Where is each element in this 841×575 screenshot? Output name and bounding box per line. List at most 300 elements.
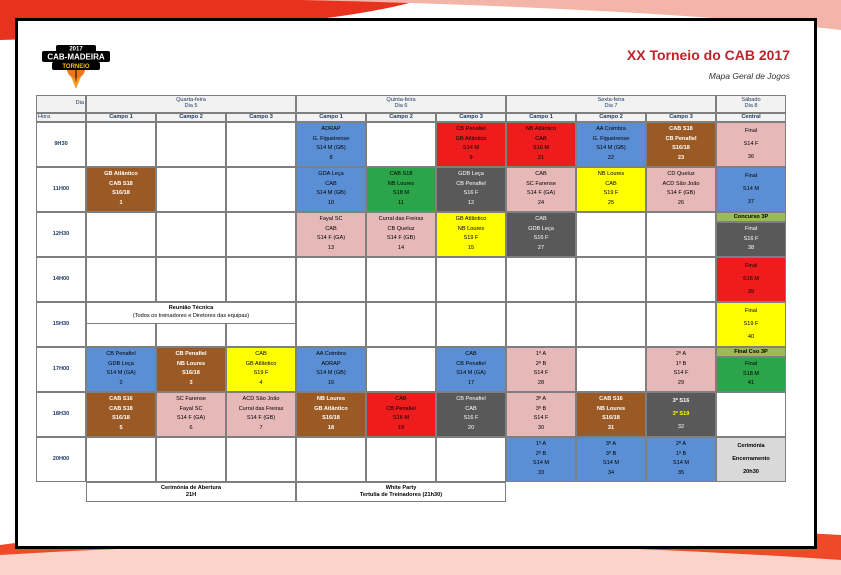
game-card-line: 2º B	[535, 360, 547, 367]
game-card-line: 1º A	[535, 440, 547, 447]
game-card-line: CAB S16	[109, 395, 133, 402]
game-card-line: CB Penafiel	[456, 395, 486, 402]
game-card-line: ACD São João	[662, 180, 700, 187]
empty-slot	[436, 437, 506, 482]
game-card-line: S16/18	[112, 190, 130, 197]
white-party-line: White Party	[385, 484, 417, 491]
final-cso-3p-line: Final Cso 3P	[734, 349, 768, 355]
game-card	[436, 392, 506, 437]
svg-text:2017: 2017	[69, 46, 83, 53]
game-card-line: GB Atlântico	[245, 360, 277, 367]
game-card	[86, 392, 156, 437]
game-card-line: 16	[327, 380, 335, 387]
game-card-line: 35	[677, 470, 685, 477]
page-title: XX Torneio do CAB 2017	[626, 47, 790, 63]
game-card-line: NB Loures	[457, 225, 485, 232]
game-card-line: SC Farense	[176, 395, 206, 402]
day-header-line: Dia 7	[604, 103, 618, 109]
game-card-line: SC Farense	[526, 180, 556, 187]
final-s16f-line: S16 F	[743, 235, 759, 242]
empty-slot	[506, 257, 576, 302]
game-card-line: S14 M (GB)	[596, 145, 626, 152]
game-card	[366, 212, 436, 257]
day-header-line: Quarta-feira	[176, 97, 206, 104]
game-card	[156, 392, 226, 437]
day-header	[296, 95, 506, 113]
empty-slot	[296, 437, 366, 482]
game-card-line: S14 M (GA)	[106, 370, 136, 377]
empty-slot	[226, 122, 296, 167]
game-card	[436, 212, 506, 257]
final-s18m-line: S18 M	[742, 370, 760, 377]
game-card-line: 23	[677, 155, 685, 162]
game-card-line: 2º B	[535, 450, 547, 457]
corner-day	[36, 95, 86, 113]
field-header-line: Central	[741, 113, 761, 120]
day-header-line: Dia 6	[394, 103, 408, 109]
game-card-line: 2	[119, 380, 123, 387]
game-card-line: S14 F	[533, 415, 549, 422]
empty-slot	[156, 212, 226, 257]
game-card-line: CAB S16	[599, 395, 623, 402]
game-card-line: S14 M	[672, 460, 690, 467]
final-cso-3p	[716, 347, 786, 357]
game-card	[646, 437, 716, 482]
game-card-line: 1º A	[535, 350, 547, 357]
empty-slot	[506, 302, 576, 347]
field-header-line: Campo 2	[179, 113, 203, 120]
game-card	[646, 167, 716, 212]
game-card-line: S16/18	[602, 415, 620, 422]
game-card-line: 28	[537, 380, 545, 387]
game-card	[86, 347, 156, 392]
game-card	[296, 392, 366, 437]
day-header-line: Sexta-feira	[597, 97, 625, 104]
day-header-line: Dia 8	[744, 103, 758, 109]
game-card-line: NB Loures	[387, 180, 415, 187]
game-card-line: S16 F	[533, 235, 549, 242]
field-header	[716, 113, 786, 122]
game-card	[156, 347, 226, 392]
field-header	[436, 113, 506, 122]
field-header	[226, 113, 296, 122]
cerimonia-encerramento-line: 20h30	[743, 468, 759, 475]
game-card-line: 39	[747, 288, 755, 295]
game-card-line: 24	[537, 200, 545, 207]
empty-slot	[366, 257, 436, 302]
game-card-line: 11	[398, 200, 404, 207]
game-card-line: NB Loures	[596, 405, 626, 412]
empty-slot	[86, 212, 156, 257]
game-card	[716, 167, 786, 212]
game-card	[506, 392, 576, 437]
game-card-line: 5	[119, 425, 123, 432]
game-card-line: CAB	[465, 405, 477, 412]
field-header-line: Campo 1	[109, 113, 133, 120]
cab-madeira-logo	[38, 39, 114, 97]
time-slot-line: 18H30	[52, 410, 70, 417]
game-card-line: 25	[607, 200, 615, 207]
reuniao-subtitle: (Todos os treinadores e Diretores das equipas)	[132, 313, 250, 320]
day-header	[86, 95, 296, 113]
game-card-line: ACD São João	[242, 395, 280, 402]
game-card-line: CB Penafiel	[456, 360, 486, 367]
field-header-line: Campo 1	[529, 113, 553, 120]
field-header	[646, 113, 716, 122]
game-card-line: S14 F (GA)	[316, 235, 346, 242]
time-slot-line: 11H00	[52, 185, 70, 192]
game-card-line: CB Penafiel	[456, 180, 486, 187]
cerimonia-encerramento-line: Encerramento	[732, 455, 770, 462]
time-slot	[36, 302, 86, 347]
game-card-line: CAB S18	[389, 170, 413, 177]
page-subtitle: Mapa Geral de Jogos	[708, 71, 790, 81]
concurso-3p-line: Concurso 3P	[733, 214, 769, 220]
empty-slot	[86, 257, 156, 302]
game-card-line: S14 F (GB)	[666, 190, 696, 197]
empty-slot	[366, 302, 436, 347]
field-header	[506, 113, 576, 122]
game-card-line: 13	[327, 245, 335, 252]
game-card-line: 10	[327, 200, 335, 207]
game-card-line: Final	[744, 307, 758, 314]
day-header-line: Sábado	[741, 97, 761, 104]
game-card-line: GDB Leça	[528, 225, 554, 232]
empty-slot	[646, 212, 716, 257]
game-card-line: CAB	[395, 395, 407, 402]
time-slot-line: 15H30	[52, 320, 70, 327]
game-card	[436, 122, 506, 167]
game-card-line: GB Atlântico	[314, 405, 348, 412]
game-card-line: GB Atlântico	[455, 215, 487, 222]
game-card-line: GDB Leça	[108, 360, 134, 367]
game-card-line: CAB	[535, 170, 547, 177]
game-card-line: CAB S18	[109, 405, 133, 412]
game-card-line: 37	[747, 198, 755, 205]
final-s16f-line: 38	[747, 245, 755, 252]
game-card-line: 17	[467, 380, 475, 387]
empty-slot	[646, 302, 716, 347]
field-header	[576, 113, 646, 122]
empty-slot	[576, 257, 646, 302]
game-card-line: 21	[537, 155, 545, 162]
svg-text:CAB-MADEIRA: CAB-MADEIRA	[47, 52, 105, 62]
game-card-line: 18	[327, 425, 335, 432]
concurso-3p	[716, 212, 786, 222]
game-card-line: 4	[259, 380, 263, 387]
day-header	[506, 95, 716, 113]
white-party	[296, 482, 506, 502]
game-card	[576, 167, 646, 212]
game-card	[576, 392, 646, 437]
game-card-line: 22	[607, 155, 615, 162]
game-card-line: 15	[467, 245, 475, 252]
game-card-line: 36	[747, 153, 755, 160]
corner-hour-line: Hora	[38, 113, 51, 120]
game-card-line: S16/18	[672, 145, 690, 152]
game-card-line: 3º S19	[672, 410, 690, 417]
game-card-line: ADRAP	[321, 125, 341, 132]
time-slot-line: 12H30	[52, 230, 70, 237]
game-card-line: 33	[537, 470, 545, 477]
game-card-line: NB Loures	[597, 170, 625, 177]
game-card-line: 9	[469, 155, 473, 162]
game-card-line: S19 F	[743, 320, 759, 327]
empty-slot	[156, 167, 226, 212]
empty-slot	[576, 347, 646, 392]
field-header	[156, 113, 226, 122]
game-card-line: 3º B	[605, 450, 617, 457]
game-card-line: 1	[119, 200, 123, 207]
game-card-line: 1º B	[675, 450, 687, 457]
cerimonia-abertura	[86, 482, 296, 502]
game-card-line: 12	[467, 200, 475, 207]
cerimonia-abertura-line: 21H	[185, 491, 197, 498]
game-card-line: S14 M (GA)	[456, 370, 486, 377]
game-card-line: 26	[677, 200, 685, 207]
game-card-line: GB Atlântico	[455, 135, 487, 142]
svg-text:TORNEIO: TORNEIO	[62, 64, 90, 70]
game-card	[296, 167, 366, 212]
game-card-line: CB Penafiel	[386, 405, 416, 412]
game-card-line: S14 F (GB)	[246, 415, 276, 422]
reuniao-tecnica	[86, 302, 296, 324]
game-card-line: S14 F	[533, 370, 549, 377]
game-card-line: GB Atlântico	[104, 170, 138, 177]
game-card	[296, 347, 366, 392]
cerimonia-encerramento	[716, 437, 786, 482]
game-card-line: S14 M	[462, 145, 480, 152]
reuniao-title: Reunião Técnica	[168, 305, 214, 312]
game-card-line: GDB Leça	[458, 170, 484, 177]
game-card	[506, 347, 576, 392]
field-header	[366, 113, 436, 122]
cerimonia-encerramento-line: Cerimónia	[737, 442, 765, 449]
final-s18m-line: Final	[744, 360, 758, 367]
game-card-line: 29	[677, 380, 685, 387]
game-card-line: CAB	[325, 225, 337, 232]
game-card	[226, 392, 296, 437]
empty-slot	[716, 392, 786, 437]
game-card-line: S16 M	[532, 145, 550, 152]
empty-slot	[366, 437, 436, 482]
corner-hour	[36, 113, 86, 122]
game-card-line: Final	[744, 262, 758, 269]
time-slot-line: 14H00	[52, 275, 70, 282]
game-card-line: Fayal SC	[319, 215, 343, 222]
game-card-line: 34	[607, 470, 615, 477]
empty-slot	[436, 302, 506, 347]
time-slot-line: 9H30	[54, 140, 68, 147]
game-card-line: CAB S18	[109, 180, 133, 187]
empty-slot	[156, 437, 226, 482]
time-slot	[36, 257, 86, 302]
time-slot	[36, 347, 86, 392]
game-card-line: CAB	[255, 350, 267, 357]
field-header-line: Campo 1	[319, 113, 343, 120]
empty-slot	[576, 302, 646, 347]
empty-slot	[226, 212, 296, 257]
time-slot-line: 17H00	[52, 365, 70, 372]
game-card	[366, 392, 436, 437]
game-card-line: 19	[397, 425, 405, 432]
game-card-line: 2º A	[675, 350, 687, 357]
game-card-line: 3º S16	[672, 397, 690, 404]
game-card-line: NB Loures	[316, 395, 346, 402]
game-card	[506, 122, 576, 167]
white-party-line: Tertulia de Treinadores (21h30)	[359, 491, 443, 498]
game-card-line: G. Figueirense	[312, 135, 350, 142]
game-card-line: AA Coimbra	[316, 350, 346, 357]
corner-day-line: Dia	[75, 100, 84, 107]
game-card-line: G. Figueirense	[592, 135, 630, 142]
game-card-line: S18 M	[392, 190, 410, 197]
game-card-line: 20	[467, 425, 475, 432]
game-card	[226, 347, 296, 392]
time-slot-line: 20H00	[52, 455, 70, 462]
empty-slot	[226, 167, 296, 212]
game-card-line: S14 F	[743, 140, 759, 147]
game-card-line: S14 M (GB)	[316, 145, 346, 152]
game-card-line: S16/18	[112, 415, 130, 422]
game-card	[646, 347, 716, 392]
game-card-line: 2º A	[675, 440, 687, 447]
game-card-line: CAB S18	[669, 125, 693, 132]
day-header-line: Quinta-feira	[386, 97, 416, 104]
game-card	[716, 257, 786, 302]
final-s16f-line: Final	[744, 225, 758, 232]
game-card-line: Final	[744, 172, 758, 179]
game-card	[86, 167, 156, 212]
final-s16f	[716, 222, 786, 257]
game-card-line: NB Atlântico	[525, 125, 557, 132]
field-header	[296, 113, 366, 122]
game-card-line: S16 M	[392, 415, 410, 422]
game-card-line: 30	[537, 425, 545, 432]
game-card-line: CAB	[535, 135, 547, 142]
game-card-line: CB Penafiel	[456, 125, 486, 132]
game-card-line: 6	[189, 425, 193, 432]
game-card-line: S19 F	[603, 190, 619, 197]
game-card-line: GDA Leça	[318, 170, 344, 177]
time-slot	[36, 167, 86, 212]
empty-slot	[226, 257, 296, 302]
game-card	[646, 392, 716, 437]
game-card-line: ADRAP	[321, 360, 341, 367]
day-header-line: Dia 5	[184, 103, 198, 109]
game-card	[506, 167, 576, 212]
empty-slot	[366, 122, 436, 167]
game-card-line: S14 M	[602, 460, 620, 467]
schedule-sheet	[15, 18, 817, 549]
game-card-line: S14 M	[532, 460, 550, 467]
empty-slot	[576, 212, 646, 257]
game-card-line: S19 F	[253, 370, 269, 377]
game-card-line: CAB	[325, 180, 337, 187]
game-card-line: S16 F	[463, 190, 479, 197]
field-header-line: Campo 3	[459, 113, 483, 120]
empty-slot	[296, 302, 366, 347]
game-card-line: S14 M (GB)	[316, 370, 346, 377]
empty-slot	[226, 437, 296, 482]
field-header	[86, 113, 156, 122]
game-card	[646, 122, 716, 167]
game-card-line: S14 F (GA)	[526, 190, 556, 197]
empty-slot	[296, 257, 366, 302]
game-card	[436, 347, 506, 392]
game-card	[436, 167, 506, 212]
game-card-line: 3º A	[605, 440, 617, 447]
game-card-line: S16/18	[322, 415, 340, 422]
game-card-line: S16 M	[742, 275, 760, 282]
game-card-line: 1º B	[675, 360, 687, 367]
game-card-line: 8	[329, 155, 333, 162]
day-header	[716, 95, 786, 113]
game-card-line: Curral das Freiras	[378, 215, 424, 222]
game-card-line: CAB	[465, 350, 477, 357]
game-card-line: 7	[259, 425, 263, 432]
game-card-line: CB Penafiel	[175, 350, 207, 357]
game-card	[716, 302, 786, 347]
game-card	[506, 437, 576, 482]
empty-slot	[86, 122, 156, 167]
final-s18m-line: 41	[747, 380, 755, 387]
game-card-line: 3º A	[535, 395, 547, 402]
game-card-line: 31	[607, 425, 615, 432]
empty-slot	[86, 437, 156, 482]
game-card	[296, 122, 366, 167]
time-slot	[36, 122, 86, 167]
game-card-line: Final	[744, 127, 758, 134]
game-card-line: AA Coimbra	[596, 125, 626, 132]
game-card-line: 27	[537, 245, 545, 252]
game-card-line: 32	[677, 423, 685, 430]
field-header-line: Campo 3	[249, 113, 273, 120]
empty-slot	[436, 257, 506, 302]
game-card-line: 40	[747, 333, 755, 340]
time-slot	[36, 437, 86, 482]
game-card	[576, 122, 646, 167]
game-card-line: Fayal SC	[179, 405, 203, 412]
empty-slot	[646, 257, 716, 302]
game-card-line: CAB	[605, 180, 617, 187]
game-card-line: 3	[189, 380, 193, 387]
game-card-line: S16/18	[182, 370, 200, 377]
game-card-line: 14	[397, 245, 405, 252]
game-card-line: CB Penafiel	[106, 350, 136, 357]
game-card-line: S14 M (GB)	[316, 190, 346, 197]
game-card-line: S16 F	[463, 415, 479, 422]
game-card-line: CAB	[535, 215, 547, 222]
game-card-line: CD Queluz	[667, 170, 695, 177]
time-slot	[36, 212, 86, 257]
final-s18m	[716, 357, 786, 392]
game-card	[506, 212, 576, 257]
cerimonia-abertura-line: Cerimónia de Abertura	[160, 484, 222, 491]
game-card-line: S14 F	[673, 370, 689, 377]
field-header-line: Campo 2	[389, 113, 413, 120]
game-card-line: CB Queluz	[387, 225, 415, 232]
game-card	[716, 122, 786, 167]
game-card-line: NB Loures	[176, 360, 206, 367]
game-card-line: 3º B	[535, 405, 547, 412]
time-slot	[36, 392, 86, 437]
field-header-line: Campo 2	[599, 113, 623, 120]
game-card-line: CB Penafiel	[665, 135, 697, 142]
game-card-line: S19 F	[463, 235, 479, 242]
empty-slot	[156, 122, 226, 167]
game-card	[366, 167, 436, 212]
